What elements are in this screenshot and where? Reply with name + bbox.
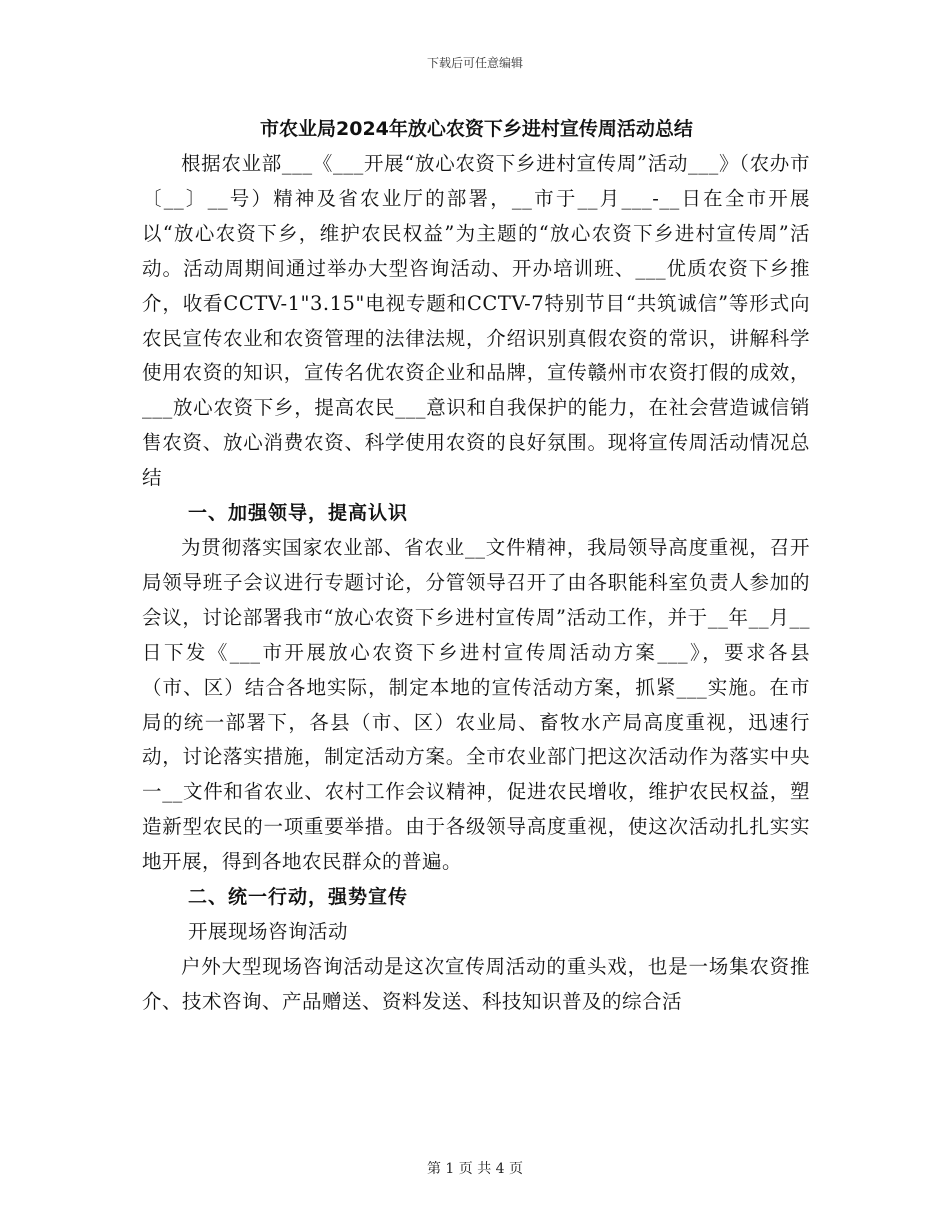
paragraph-section-1: 为贯彻落实国家农业部、省农业__文件精神，我局领导高度重视，召开局领导班子会议进行专题讨论，分管领导召开了由各职能科室负责人参加的会议，讨论部署我市“放心农资下乡进村宣传周”活动工作，并于__年__月__日下发《___市开展放心农资下乡进村宣传周活动方案___》，要求各县（市、区）结合各地实际，制定本地的宣传活动方案，抓紧___实施。在市局的统一部署下，各县（市、区）农业局、畜牧水产局高度重视，迅速行动，讨论落实措施，制定活动方案。全市农业部门把这次活动作为落实中央一__文件和省农业、农村工作会议精神，促进农民增收，维护农民权益，塑造新型农民的一项重要举措。由于各级领导高度重视，使这次活动扎扎实实地开展，得到各地农民群众的普遍。	[142, 535, 810, 874]
document-body	[142, 113, 810, 1020]
paragraph-intro: 根据农业部___《___开展“放心农资下乡进村宣传周”活动___》（农办市〔__〕__号）精神及省农业厅的部署，__市于__月___-__日在全市开展以“放心农资下乡，维护农民权益”为主题的“放心农资下乡进村宣传周”活动。活动周期间通过举办大型咨询活动、开办培训班、___优质农资下乡推介，收看CCTV-1"3.15"电视专题和CCTV-7特别节目“共筑诚信”等形式向农民宣传农业和农资管理的法律法规，介绍识别真假农资的常识，讲解科学使用农资的知识，宣传名优农资企业和品牌，宣传赣州市农资打假的成效，___放心农资下乡，提高农民___意识和自我保护的能力，在社会营造诚信销售农资、放心消费农资、科学使用农资的良好氛围。现将宣传周活动情况总结	[142, 152, 810, 490]
paragraph-section-2: 户外大型现场咨询活动是这次宣传周活动的重头戏，也是一场集农资推介、技术咨询、产品赠送、资料发送、科技知识普及的综合活	[142, 954, 810, 1013]
section-heading-2: 二、统一行动，强势宣传	[188, 886, 409, 909]
page-footer: 第 1 页 共 4 页	[426, 1161, 524, 1177]
section-heading-1: 一、加强领导，提高认识	[188, 502, 409, 525]
subsection-heading: 开展现场咨询活动	[188, 919, 349, 943]
page-header: 下载后可任意编辑	[426, 56, 523, 70]
document-title: 市农业局2024年放心农资下乡进村宣传周活动总结	[260, 118, 693, 140]
